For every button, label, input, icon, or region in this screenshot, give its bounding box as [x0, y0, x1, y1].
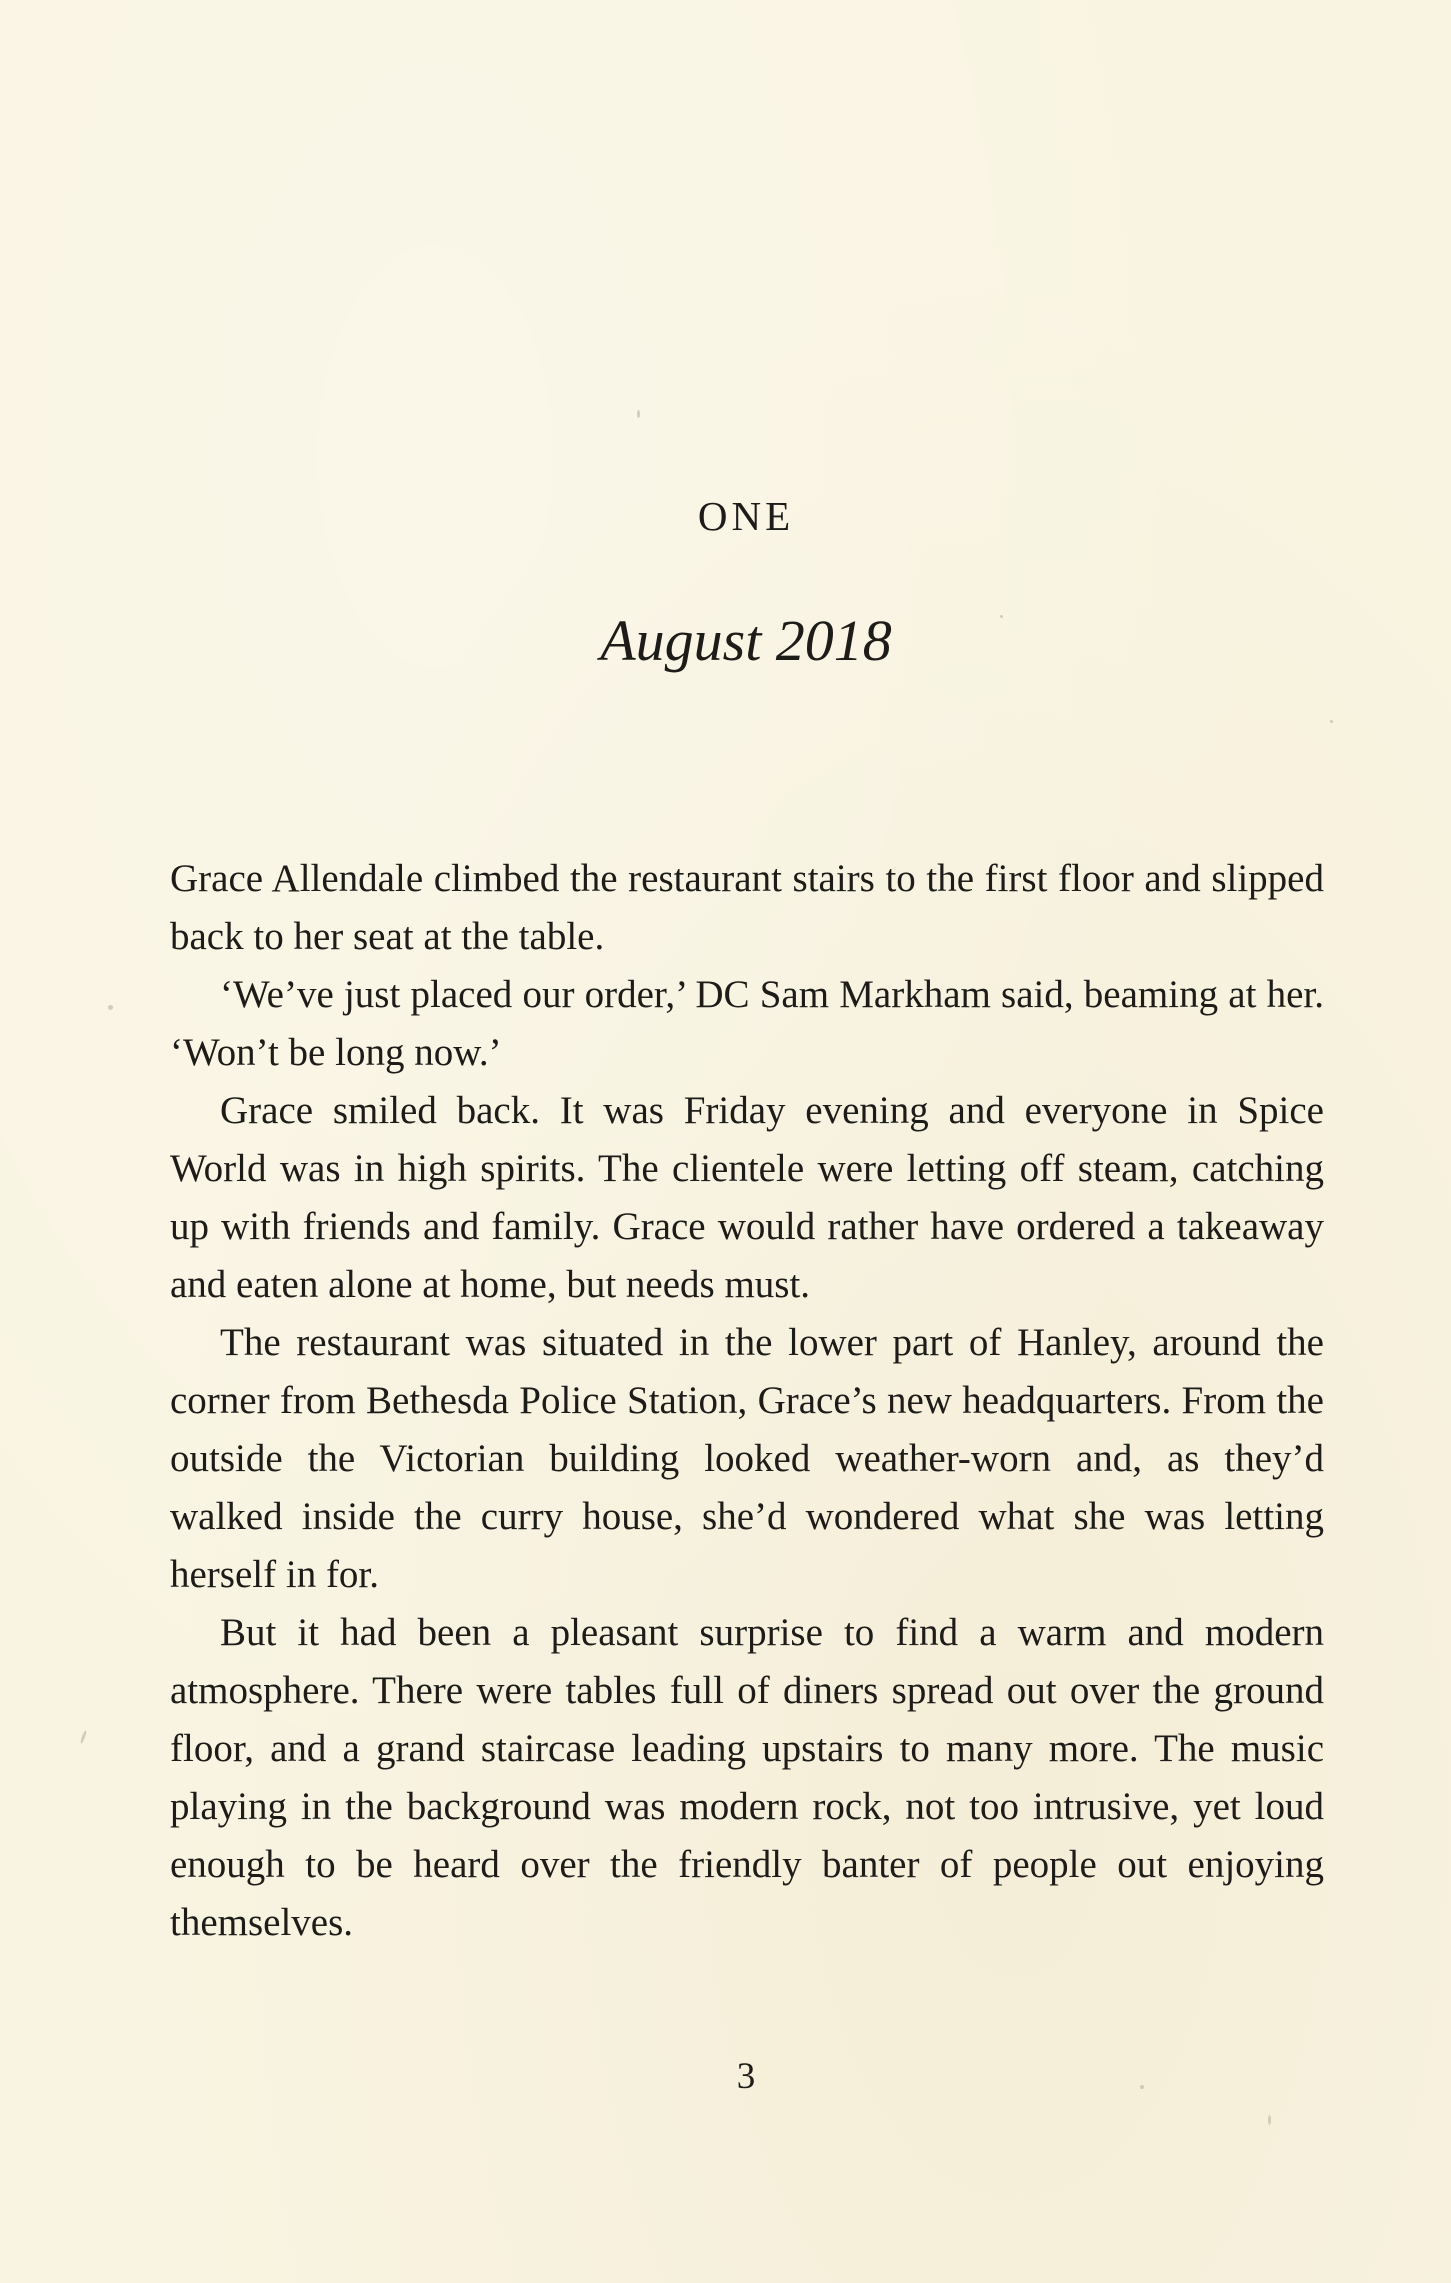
paragraph: ‘We’ve just placed our order,’ DC Sam Markham said, beaming at her. ‘Won’t be long now.’ — [170, 973, 1324, 1074]
paper-speck — [80, 1730, 88, 1744]
paragraph: Grace Allendale climbed the restaurant stairs to the first floor and slipped back to her seat at the table. — [170, 857, 1324, 958]
paragraph: Grace smiled back. It was Friday evening and everyone in Spice World was in high spirits. The clientele were letting off steam, catching up with friends and family. Grace would rather have ordered a takeaway and eaten alone at home, but needs must. — [170, 1089, 1324, 1306]
paper-speck — [1000, 615, 1003, 618]
chapter-number: ONE — [697, 493, 795, 539]
paper-speck — [637, 410, 640, 418]
chapter-date: August 2018 — [600, 608, 892, 673]
paragraph: The restaurant was situated in the lower part of Hanley, around the corner from Bethesda Police Station, Grace’s new headquarters. From the outside the Victorian building looked weather-worn and, as they’d walked inside the curry house, she’d wondered what she was letting herself in for. — [170, 1321, 1324, 1596]
paper-speck — [1140, 2085, 1144, 2089]
paper-speck — [1268, 2115, 1271, 2125]
chapter-body — [170, 850, 1324, 1952]
paper-speck — [1330, 720, 1333, 723]
page-number: 3 — [736, 2056, 756, 2097]
paragraph: But it had been a pleasant surprise to find a warm and modern atmosphere. There were tables full of diners spread out over the ground floor, and a grand staircase leading upstairs to many more. The music playing in the background was modern rock, not too intrusive, yet loud enough to be heard over the friendly banter of people out enjoying themselves. — [170, 1611, 1324, 1944]
paper-speck — [108, 1005, 113, 1010]
